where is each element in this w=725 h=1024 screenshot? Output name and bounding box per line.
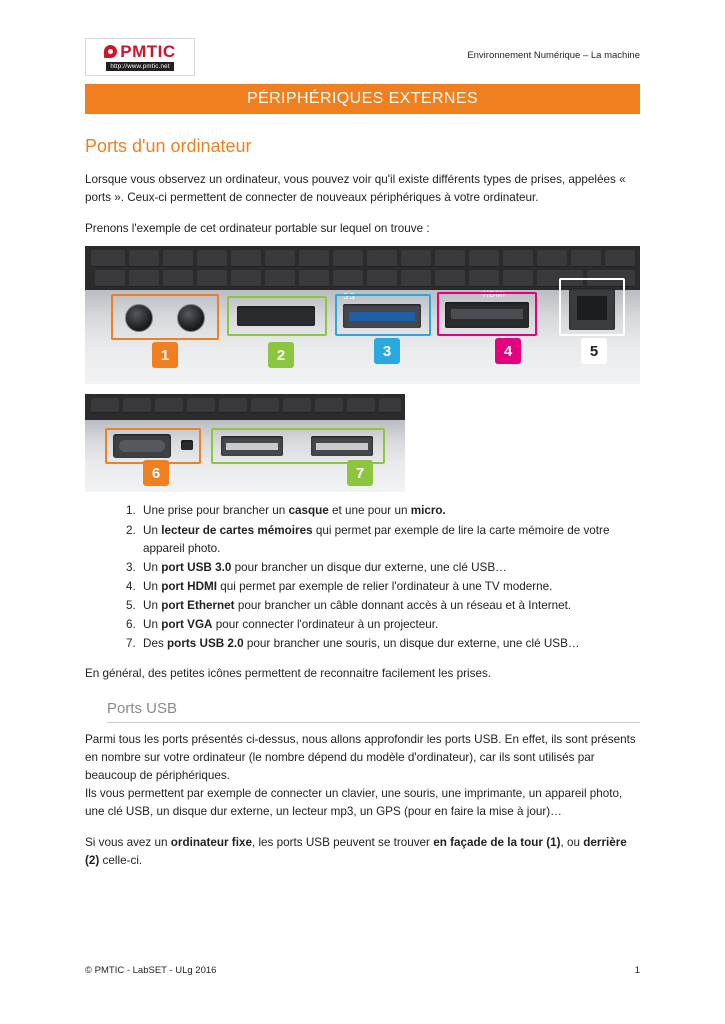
usb-section-title: Ports USB <box>107 700 640 723</box>
outline-6 <box>105 428 201 464</box>
usb-paragraph-3 <box>85 834 640 870</box>
list-item <box>139 616 640 634</box>
list-item-mid: et une pour un <box>328 504 411 518</box>
list-item <box>139 522 640 558</box>
usb-p3-end: celle-ci. <box>99 854 143 868</box>
list-item-bold: port USB 3.0 <box>161 560 232 574</box>
usb-p3-mid: , les ports USB peuvent se trouver <box>251 836 434 850</box>
badge-6: 6 <box>143 460 169 486</box>
page-title-band: PÉRIPHÉRIQUES EXTERNES <box>85 84 640 114</box>
badge-7: 7 <box>347 460 373 486</box>
page-footer <box>85 965 640 976</box>
list-item-mid: pour brancher un câble donnant accès à un réseau et à Internet. <box>234 599 572 612</box>
list-item <box>139 597 640 615</box>
list-item-pre: Une prise pour brancher un <box>143 504 289 518</box>
logo-mark <box>104 43 175 60</box>
outline-2 <box>227 296 327 336</box>
list-item-pre: Un <box>143 579 162 593</box>
footer-page-number: 1 <box>634 965 640 976</box>
badge-1: 1 <box>152 342 178 368</box>
outline-5 <box>559 278 625 336</box>
list-item <box>139 635 640 653</box>
usb-paragraph-1: Parmi tous les ports présentés ci-dessus, nous allons approfondir les ports USB. En effet, ils sont présents en nombre sur votre ordinateur (le nombre dépend du modèle d'ordinateur), car ils sont utilisés par beaucoup de périphériques. <box>85 732 636 782</box>
list-item-mid: pour brancher un disque dur externe, une clé USB… <box>231 560 507 574</box>
after-list-paragraph: En général, des petites icônes permettent de reconnaitre facilement les prises. <box>85 667 492 681</box>
footer-copyright: © PMTIC - LabSET - ULg 2016 <box>85 965 217 976</box>
outline-7 <box>211 428 385 464</box>
usb-paragraph-2: Ils vous permettent par exemple de connecter un clavier, une souris, une imprimante, un appareil photo, une clé USB, un disque dur externe, un lecteur mp3, un GPS (pour en faire la mise à jour)… <box>85 786 623 818</box>
list-item-pre: Un <box>143 618 162 632</box>
example-lead: Prenons l'exemple de cet ordinateur portable sur lequel on trouve : <box>85 222 430 236</box>
pmtic-logo <box>85 38 195 76</box>
page-header <box>85 0 640 70</box>
list-item-pre: Un <box>143 599 162 612</box>
keyboard-area <box>85 246 640 290</box>
outline-1 <box>111 294 219 340</box>
list-item <box>139 502 640 520</box>
list-item-mid: pour brancher une souris, un disque dur externe, une clé USB… <box>243 637 580 651</box>
badge-5: 5 <box>581 338 607 364</box>
list-item <box>139 559 640 577</box>
usb3-ss-label: SS <box>343 292 356 302</box>
usb-p3-mid-2: , ou <box>560 836 584 850</box>
ports-list <box>85 502 640 653</box>
list-item-bold: port Ethernet <box>161 599 235 612</box>
list-item-bold: ports USB 2.0 <box>167 637 244 651</box>
usb-p3-bold-3: derrière (2) <box>85 836 627 868</box>
outline-3 <box>335 294 431 336</box>
badge-3: 3 <box>374 338 400 364</box>
breadcrumb: Environnement Numérique – La machine <box>467 50 640 61</box>
list-item-bold: lecteur de cartes mémoires <box>161 523 313 537</box>
list-item-mid: qui permet par exemple de relier l'ordinateur à une TV moderne. <box>217 579 553 593</box>
logo-wordmark: PMTIC <box>120 42 176 61</box>
list-item-mid: pour connecter l'ordinateur à un projecteur. <box>212 618 439 632</box>
usb-p3-bold-2: en façade de la tour (1) <box>433 836 561 850</box>
logo-url: http://www.pmtic.net <box>106 62 173 71</box>
badge-2: 2 <box>268 342 294 368</box>
badge-4: 4 <box>495 338 521 364</box>
hdmi-label: HDMI <box>483 290 506 300</box>
figure-laptop-left-ports <box>85 246 640 384</box>
keyboard-area-2 <box>85 394 405 420</box>
outline-4 <box>437 292 537 336</box>
swirl-icon <box>104 45 117 58</box>
list-item <box>139 578 640 596</box>
list-item-pre: Des <box>143 637 168 651</box>
list-item-bold: casque <box>288 504 329 518</box>
section-title: Ports d'un ordinateur <box>85 136 252 156</box>
list-item-bold: port HDMI <box>161 579 218 593</box>
list-item-pre: Un <box>143 560 162 574</box>
usb-p3-bold-1: ordinateur fixe <box>170 836 252 850</box>
list-item-bold: port VGA <box>161 618 213 632</box>
figure-laptop-right-ports <box>85 394 405 492</box>
list-item-pre: Un <box>143 523 162 537</box>
usb-p3-pre: Si vous avez un <box>85 836 171 850</box>
intro-paragraph: Lorsque vous observez un ordinateur, vous pouvez voir qu'il existe différents types de prises, appelées « ports ». Ceux-ci permettent de connecter de nouveaux périphériques à votre ordinateur. <box>85 173 626 205</box>
list-item-mid: qui permet par exemple de lire la carte mémoire de votre appareil photo. <box>143 523 610 555</box>
list-item-bold2: micro. <box>410 504 446 518</box>
